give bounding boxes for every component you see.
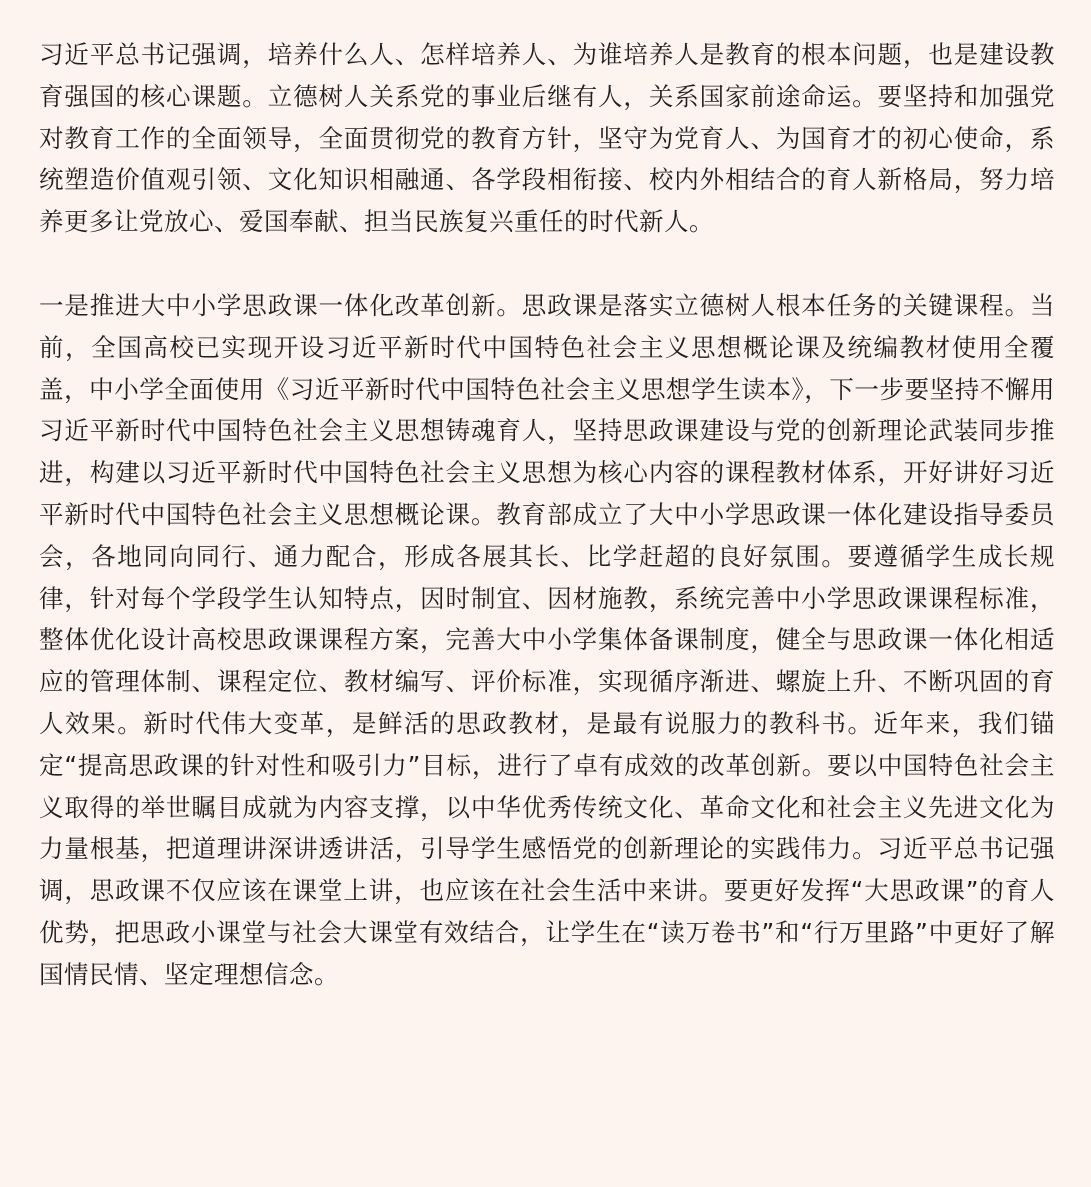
article-paragraph-2: 一是推进大中小学思政课一体化改革创新。思政课是落实立德树人根本任务的关键课程。当前，全国高校已实现开设习近平新时代中国特色社会主义思想概论课及统编教材使用全覆盖，中小学全面使用《习近平新时代中国特色社会主义思想学生读本》，下一步要坚持不懈用习近平新时代中国特色社会主义思想铸魂育人，坚持思政课建设与党的创新理论武装同步推进，构建以习近平新时代中国特色社会主义思想为核心内容的课程教材体系，开好讲好习近平新时代中国特色社会主义思想概论课。教育部成立了大中小学思政课一体化建设指导委员会，各地同向同行、通力配合，形成各展其长、比学赶超的良好氛围。要遵循学生成长规律，针对每个学段学生认知特点，因时制宜、因材施教，系统完善中小学思政课课程标准，整体优化设计高校思政课课程方案，完善大中小学集体备课制度，健全与思政课一体化相适应的管理体制、课程定位、教材编写、评价标准，实现循序渐进、螺旋上升、不断巩固的育人效果。新时代伟大变革，是鲜活的思政教材，是最有说服力的教科书。近年来，我们锚定“提高思政课的针对性和吸引力”目标，进行了卓有成效的改革创新。要以中国特色社会主义取得的举世瞩目成就为内容支撑，以中华优秀传统文化、革命文化和社会主义先进文化为力量根基，把道理讲深讲透讲活，引导学生感悟党的创新理论的实践伟力。习近平总书记强调，思政课不仅应该在课堂上讲，也应该在社会生活中来讲。要更好发挥“大思政课”的育人优势，把思政小课堂与社会大课堂有效结合，让学生在“读万卷书”和“行万里路”中更好了解国情民情、坚定理想信念。: [39, 290, 1055, 989]
article-paragraph-1: 习近平总书记强调，培养什么人、怎样培养人、为谁培养人是教育的根本问题，也是建设教育强国的核心课题。立德树人关系党的事业后继有人，关系国家前途命运。要坚持和加强党对教育工作的全面领导，全面贯彻党的教育方针，坚守为党育人、为国育才的初心使命，系统塑造价值观引领、文化知识相融通、各学段相衔接、校内外相结合的育人新格局，努力培养更多让党放心、爱国奉献、担当民族复兴重任的时代新人。: [39, 40, 1055, 237]
